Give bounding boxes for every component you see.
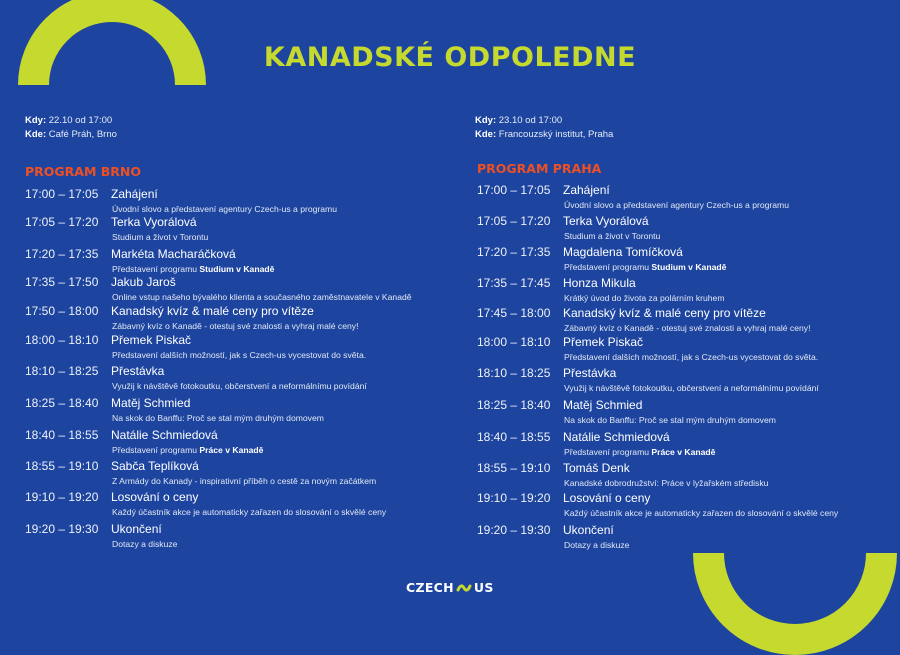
item-description-text: Představení dalších možností, jak s Czech-us vycestovat do světa. — [112, 350, 367, 360]
item-description-highlight: Studium v Kanadě — [651, 262, 727, 272]
where-label: Kde: — [25, 129, 47, 140]
item-title: Přestávka — [111, 364, 165, 378]
item-time: 18:40 – 18:55 — [25, 428, 99, 442]
brno-when: 22.10 od 17:00 — [48, 115, 113, 126]
program-item — [477, 523, 900, 551]
item-time: 18:10 – 18:25 — [477, 366, 551, 380]
when-label: Kdy: — [475, 115, 497, 126]
item-title: Kanadský kvíz & malé ceny pro vítěze — [563, 306, 766, 320]
item-time: 18:55 – 19:10 — [477, 461, 551, 475]
program-item — [25, 428, 455, 456]
program-item — [25, 247, 455, 275]
item-description — [564, 200, 789, 210]
program-item — [25, 275, 455, 303]
program-item — [477, 398, 900, 426]
item-title: Přemek Piskač — [563, 335, 644, 349]
item-description-text: Využij k návštěvě fotokoutku, občerstvení a neformálnímu povídání — [564, 383, 819, 393]
logo-text-left: CZECH — [406, 580, 454, 595]
item-description — [564, 262, 726, 272]
item-description-text: Každý účastník akce je automaticky zařazen do slosování o skvělé ceny — [112, 507, 387, 517]
item-time: 19:20 – 19:30 — [25, 522, 99, 536]
brno-where: Café Práh, Brno — [48, 129, 117, 140]
czech-us-logo — [406, 580, 494, 595]
item-title: Přemek Piskač — [111, 333, 192, 347]
item-title: Terka Vyorálová — [111, 215, 197, 229]
item-description-text: Na skok do Banffu: Proč se stal mým druhým domovem — [564, 415, 776, 425]
item-description — [564, 415, 776, 425]
program-brno-heading: PROGRAM BRNO — [25, 164, 142, 179]
item-time: 17:05 – 17:20 — [25, 215, 99, 229]
program-item — [25, 304, 455, 332]
item-description-text: Představení dalších možností, jak s Czech-us vycestovat do světa. — [564, 352, 819, 362]
item-description — [112, 232, 208, 242]
program-item — [477, 335, 900, 363]
praha-info — [475, 114, 613, 142]
program-item — [25, 187, 455, 215]
item-title: Sabča Teplíková — [111, 459, 199, 473]
item-description — [564, 383, 819, 393]
program-item — [477, 276, 900, 304]
item-time: 18:40 – 18:55 — [477, 430, 551, 444]
item-title: Natálie Schmiedová — [563, 430, 670, 444]
page-title: KANADSKÉ ODPOLEDNE — [263, 42, 637, 73]
program-item — [477, 461, 900, 489]
item-title: Terka Vyorálová — [563, 214, 649, 228]
praha-when: 23.10 od 17:00 — [498, 115, 563, 126]
brno-info — [25, 114, 117, 142]
item-description-text: Kanadské dobrodružství: Práce v lyžařském středisku — [564, 478, 769, 488]
item-title: Tomáš Denk — [563, 461, 630, 475]
program-item — [477, 183, 900, 211]
item-description-text: Z Armády do Kanady - inspirativní příběh o cestě za novým začátkem — [112, 476, 377, 486]
item-time: 18:10 – 18:25 — [25, 364, 99, 378]
program-item — [25, 215, 455, 243]
item-description-text: Dotazy a diskuze — [112, 539, 178, 549]
item-description-text: Studium a život v Torontu — [112, 232, 209, 242]
item-description-text: Na skok do Banffu: Proč se stal mým druhým domovem — [112, 413, 324, 423]
item-title: Kanadský kvíz & malé ceny pro vítěze — [111, 304, 314, 318]
item-description — [112, 204, 337, 214]
item-title: Zahájení — [111, 187, 158, 201]
decorative-arc-top-left — [18, 0, 206, 179]
program-item — [25, 459, 455, 487]
item-title: Ukončení — [111, 522, 162, 536]
item-description-text: Dotazy a diskuze — [564, 540, 630, 550]
item-description — [112, 413, 324, 423]
item-description-text: Úvodní slovo a představení agentury Czech-us a programu — [564, 200, 789, 210]
item-description-text: Studium a život v Torontu — [564, 231, 661, 241]
logo-wave-icon — [456, 582, 472, 594]
when-label: Kdy: — [25, 115, 47, 126]
item-time: 19:10 – 19:20 — [477, 491, 551, 505]
program-item — [25, 364, 455, 392]
item-description — [564, 293, 725, 303]
item-title: Ukončení — [563, 523, 614, 537]
item-time: 18:25 – 18:40 — [477, 398, 551, 412]
item-title: Honza Mikula — [563, 276, 636, 290]
item-description-text: Představení programu — [564, 262, 652, 272]
item-description-text: Představení programu — [112, 264, 200, 274]
item-description — [564, 508, 838, 518]
logo-text-right: US — [473, 580, 494, 595]
item-title: Losování o ceny — [111, 490, 199, 504]
item-description — [112, 539, 177, 549]
item-time: 17:20 – 17:35 — [477, 245, 551, 259]
item-time: 17:50 – 18:00 — [25, 304, 99, 318]
item-title: Zahájení — [563, 183, 610, 197]
item-time: 17:00 – 17:05 — [477, 183, 551, 197]
item-description — [564, 447, 715, 457]
program-item — [25, 333, 455, 361]
item-description-highlight: Studium v Kanadě — [199, 264, 275, 274]
praha-where: Francouzský institut, Praha — [498, 129, 614, 140]
item-time: 18:00 – 18:10 — [25, 333, 99, 347]
item-description — [564, 352, 818, 362]
program-item — [25, 490, 455, 518]
item-description-text: Úvodní slovo a představení agentury Czech-us a programu — [112, 204, 337, 214]
program-praha-heading: PROGRAM PRAHA — [477, 161, 602, 176]
item-description — [112, 321, 358, 331]
program-item — [25, 522, 455, 550]
item-description — [112, 264, 274, 274]
item-time: 17:35 – 17:45 — [477, 276, 551, 290]
item-description — [564, 540, 629, 550]
item-title: Losování o ceny — [563, 491, 651, 505]
item-description-text: Zábavný kvíz o Kanadě - otestuj své znalosti a vyhraj malé ceny! — [112, 321, 359, 331]
item-time: 18:00 – 18:10 — [477, 335, 551, 349]
program-item — [477, 245, 900, 273]
item-description — [112, 507, 386, 517]
item-title: Markéta Macharáčková — [111, 247, 236, 261]
item-description-highlight: Práce v Kanadě — [199, 445, 264, 455]
where-label: Kde: — [475, 129, 497, 140]
item-time: 18:55 – 19:10 — [25, 459, 99, 473]
item-description-text: Představení programu — [564, 447, 652, 457]
item-description — [112, 350, 366, 360]
item-description — [112, 381, 367, 391]
item-time: 17:45 – 18:00 — [477, 306, 551, 320]
program-item — [477, 430, 900, 458]
item-title: Přestávka — [563, 366, 617, 380]
item-description — [564, 323, 810, 333]
item-time: 17:20 – 17:35 — [25, 247, 99, 261]
program-item — [477, 214, 900, 242]
item-description — [564, 478, 768, 488]
item-time: 19:10 – 19:20 — [25, 490, 99, 504]
item-description — [112, 445, 263, 455]
item-time: 19:20 – 19:30 — [477, 523, 551, 537]
item-time: 18:25 – 18:40 — [25, 396, 99, 410]
program-item — [477, 306, 900, 334]
item-description-text: Online vstup našeho bývalého klienta a současného zaměstnavatele v Kanadě — [112, 292, 412, 302]
program-item — [477, 491, 900, 519]
item-description-text: Využij k návštěvě fotokoutku, občerstvení a neformálnímu povídání — [112, 381, 367, 391]
item-description — [564, 231, 660, 241]
item-description-text: Každý účastník akce je automaticky zařazen do slosování o skvělé ceny — [564, 508, 839, 518]
item-description-highlight: Práce v Kanadě — [651, 447, 716, 457]
item-description-text: Zábavný kvíz o Kanadě - otestuj své znalosti a vyhraj malé ceny! — [564, 323, 811, 333]
item-description-text: Představení programu — [112, 445, 200, 455]
item-time: 17:00 – 17:05 — [25, 187, 99, 201]
item-time: 17:35 – 17:50 — [25, 275, 99, 289]
item-description — [112, 292, 412, 302]
item-description — [112, 476, 376, 486]
item-time: 17:05 – 17:20 — [477, 214, 551, 228]
item-description-text: Krátký úvod do života za polárním kruhem — [564, 293, 725, 303]
item-title: Matěj Schmied — [563, 398, 643, 412]
item-title: Jakub Jaroš — [111, 275, 176, 289]
item-title: Magdalena Tomíčková — [563, 245, 683, 259]
item-title: Natálie Schmiedová — [111, 428, 218, 442]
program-item — [25, 396, 455, 424]
item-title: Matěj Schmied — [111, 396, 191, 410]
program-item — [477, 366, 900, 394]
